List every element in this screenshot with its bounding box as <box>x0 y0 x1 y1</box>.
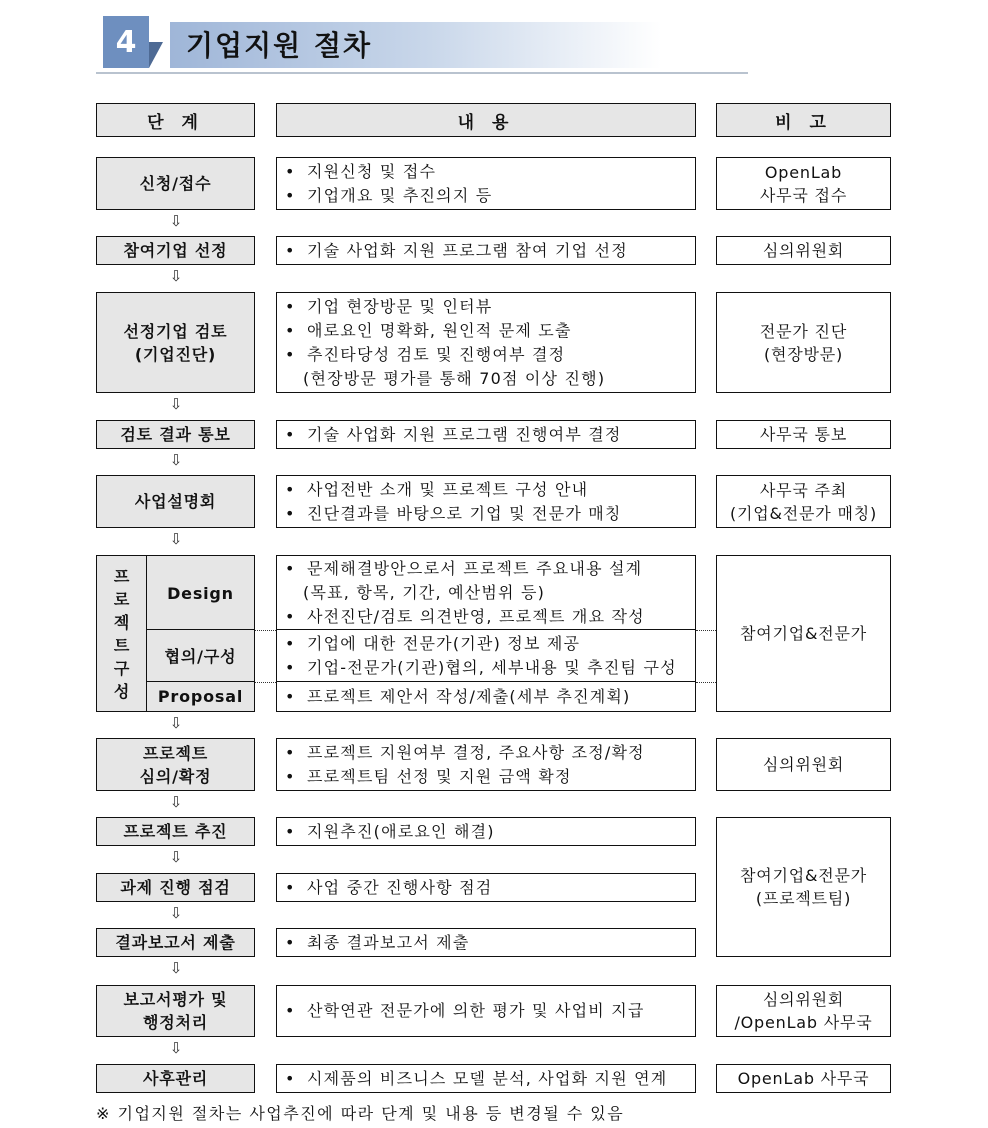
stage-line: 프로젝트 <box>142 743 209 763</box>
remark-follow-up: OpenLab 사무국 <box>716 1064 891 1093</box>
content-selection <box>276 236 696 265</box>
bullet: • <box>285 742 296 762</box>
down-arrow-icon: ⇩ <box>169 1039 183 1057</box>
stage-notice: 검토 결과 통보 <box>96 420 255 449</box>
group-char: 성 <box>113 681 131 701</box>
bullet: • <box>285 344 296 364</box>
down-arrow-icon: ⇩ <box>169 848 183 866</box>
stage-line: (기업진단) <box>134 344 217 364</box>
stage-project-execution: 프로젝트 추진 <box>96 817 255 846</box>
content-line: 사업 중간 진행사항 점검 <box>307 877 493 897</box>
bullet: • <box>285 503 296 523</box>
stage-line: 보고서평가 및 <box>123 990 228 1009</box>
bullet: • <box>285 607 296 626</box>
content-line: 프로젝트 지원여부 결정, 주요사항 조정/확정 <box>307 742 645 762</box>
column-header-content: 내 용 <box>276 103 696 137</box>
stage-line: 심의/확정 <box>139 766 212 786</box>
remark-notice: 사무국 통보 <box>716 420 891 449</box>
bullet: • <box>285 877 296 897</box>
content-line: 기업-전문가(기관)협의, 세부내용 및 추진팀 구성 <box>307 658 677 677</box>
stage-line: 선정기업 검토 <box>123 321 228 341</box>
content-follow-up <box>276 1064 696 1093</box>
stage-progress-check: 과제 진행 점검 <box>96 873 255 902</box>
content-notice <box>276 420 696 449</box>
remark-line: 사무국 주최 <box>759 480 848 500</box>
bullet: • <box>285 932 296 952</box>
content-consultation <box>277 630 695 682</box>
title-underline <box>96 72 748 74</box>
stage-report-evaluation <box>96 985 255 1037</box>
content-proposal <box>277 682 695 711</box>
content-line: 사전진단/검토 의견반영, 프로젝트 개요 작성 <box>307 607 645 626</box>
bullet: • <box>285 658 296 677</box>
down-arrow-icon: ⇩ <box>169 267 183 285</box>
remark-line: /OpenLab 사무국 <box>734 1013 873 1032</box>
remark-report-evaluation <box>716 985 891 1037</box>
group-char: 젝 <box>113 612 131 632</box>
group-char: 구 <box>113 658 131 678</box>
column-header-stage: 단 계 <box>96 103 255 137</box>
bullet: • <box>285 1001 296 1020</box>
content-line: 사업전반 소개 및 프로젝트 구성 안내 <box>307 479 589 499</box>
bullet: • <box>285 161 296 181</box>
content-progress-check <box>276 873 696 902</box>
remark-review <box>716 292 891 393</box>
badge-shadow <box>149 42 163 68</box>
dotted-divider <box>696 682 716 683</box>
bullet: • <box>285 1068 296 1088</box>
content-line: 기술 사업화 지원 프로그램 참여 기업 선정 <box>307 240 628 260</box>
stage-follow-up: 사후관리 <box>96 1064 255 1093</box>
content-line: 프로젝트팀 선정 및 지원 금액 확정 <box>307 766 572 786</box>
content-line: 기업에 대한 전문가(기관) 정보 제공 <box>307 634 581 653</box>
down-arrow-icon: ⇩ <box>169 451 183 469</box>
content-line: 프로젝트 제안서 작성/제출(세부 추진계획) <box>307 686 631 706</box>
content-line: 기업개요 및 추진의지 등 <box>307 185 493 205</box>
remark-project-composition: 참여기업&전문가 <box>716 555 891 712</box>
content-line: 시제품의 비즈니스 모델 분석, 사업화 지원 연계 <box>307 1068 668 1088</box>
bullet: • <box>285 559 296 578</box>
stage-selection: 참여기업 선정 <box>96 236 255 265</box>
bullet: • <box>285 479 296 499</box>
content-briefing <box>276 475 696 528</box>
group-char: 트 <box>113 635 131 655</box>
remark-project-approval: 심의위원회 <box>716 738 891 791</box>
content-line: 지원신청 및 접수 <box>307 161 437 181</box>
down-arrow-icon: ⇩ <box>169 714 183 732</box>
stage-proposal: Proposal <box>146 681 255 712</box>
content-final-report <box>276 928 696 957</box>
down-arrow-icon: ⇩ <box>169 793 183 811</box>
content-line: (목표, 항목, 기간, 예산범위 등) <box>303 583 546 602</box>
content-line: 산학연관 전문가에 의한 평가 및 사업비 지급 <box>307 1001 645 1020</box>
bullet: • <box>285 686 296 706</box>
stage-application: 신청/접수 <box>96 157 255 210</box>
content-application <box>276 157 696 210</box>
stage-consultation: 협의/구성 <box>146 629 255 683</box>
remark-line: OpenLab <box>764 162 843 182</box>
content-review <box>276 292 696 393</box>
bullet: • <box>285 766 296 786</box>
content-project-execution <box>276 817 696 846</box>
down-arrow-icon: ⇩ <box>169 530 183 548</box>
down-arrow-icon: ⇩ <box>169 959 183 977</box>
down-arrow-icon: ⇩ <box>169 395 183 413</box>
remark-line: 사무국 접수 <box>759 185 848 205</box>
remark-line: (기업&전문가 매칭) <box>729 503 878 523</box>
bullet: • <box>285 634 296 653</box>
bullet: • <box>285 240 296 260</box>
footnote: ※ 기업지원 절차는 사업추진에 따라 단계 및 내용 등 변경될 수 있음 <box>96 1104 625 1123</box>
content-design <box>277 556 695 630</box>
stage-final-report: 결과보고서 제출 <box>96 928 255 957</box>
bullet: • <box>285 185 296 205</box>
bullet: • <box>285 821 296 841</box>
stage-project-composition-group <box>96 555 148 712</box>
content-project-approval <box>276 738 696 791</box>
down-arrow-icon: ⇩ <box>169 212 183 230</box>
bullet: • <box>285 424 296 444</box>
page-title: 기업지원 절차 <box>186 29 373 62</box>
stage-review <box>96 292 255 393</box>
content-report-evaluation <box>276 985 696 1037</box>
content-line: 지원추진(애로요인 해결) <box>307 821 495 841</box>
content-line: 문제해결방안으로서 프로젝트 주요내용 설계 <box>307 559 643 578</box>
bullet: • <box>285 296 296 316</box>
group-char: 프 <box>113 566 131 586</box>
stage-design: Design <box>146 555 255 631</box>
remark-line: 참여기업&전문가 <box>739 866 868 885</box>
column-header-remark: 비 고 <box>716 103 891 137</box>
content-line: 추진타당성 검토 및 진행여부 결정 <box>307 344 566 364</box>
dotted-divider <box>696 630 716 631</box>
group-char: 로 <box>113 589 131 609</box>
section-number-badge: 4 <box>103 16 149 68</box>
dotted-divider <box>255 630 276 631</box>
down-arrow-icon: ⇩ <box>169 904 183 922</box>
dotted-divider <box>255 682 276 683</box>
remark-line: 전문가 진단 <box>759 321 848 341</box>
remark-application <box>716 157 891 210</box>
bullet: • <box>285 320 296 340</box>
stage-briefing: 사업설명회 <box>96 475 255 528</box>
content-line: 기업 현장방문 및 인터뷰 <box>307 296 493 316</box>
remark-selection: 심의위원회 <box>716 236 891 265</box>
content-line: 기술 사업화 지원 프로그램 진행여부 결정 <box>307 424 622 444</box>
content-line: 애로요인 명확화, 원인적 문제 도출 <box>307 320 572 340</box>
content-line: 최종 결과보고서 제출 <box>307 932 470 952</box>
remark-line: (프로젝트팀) <box>755 889 852 908</box>
remark-briefing <box>716 475 891 528</box>
remark-line: (현장방문) <box>763 344 844 364</box>
stage-project-approval <box>96 738 255 791</box>
remark-project-team <box>716 817 891 957</box>
content-line: (현장방문 평가를 통해 70점 이상 진행) <box>303 368 606 388</box>
stage-line: 행정처리 <box>142 1013 209 1032</box>
content-line: 진단결과를 바탕으로 기업 및 전문가 매칭 <box>307 503 622 523</box>
remark-line: 심의위원회 <box>762 990 845 1009</box>
